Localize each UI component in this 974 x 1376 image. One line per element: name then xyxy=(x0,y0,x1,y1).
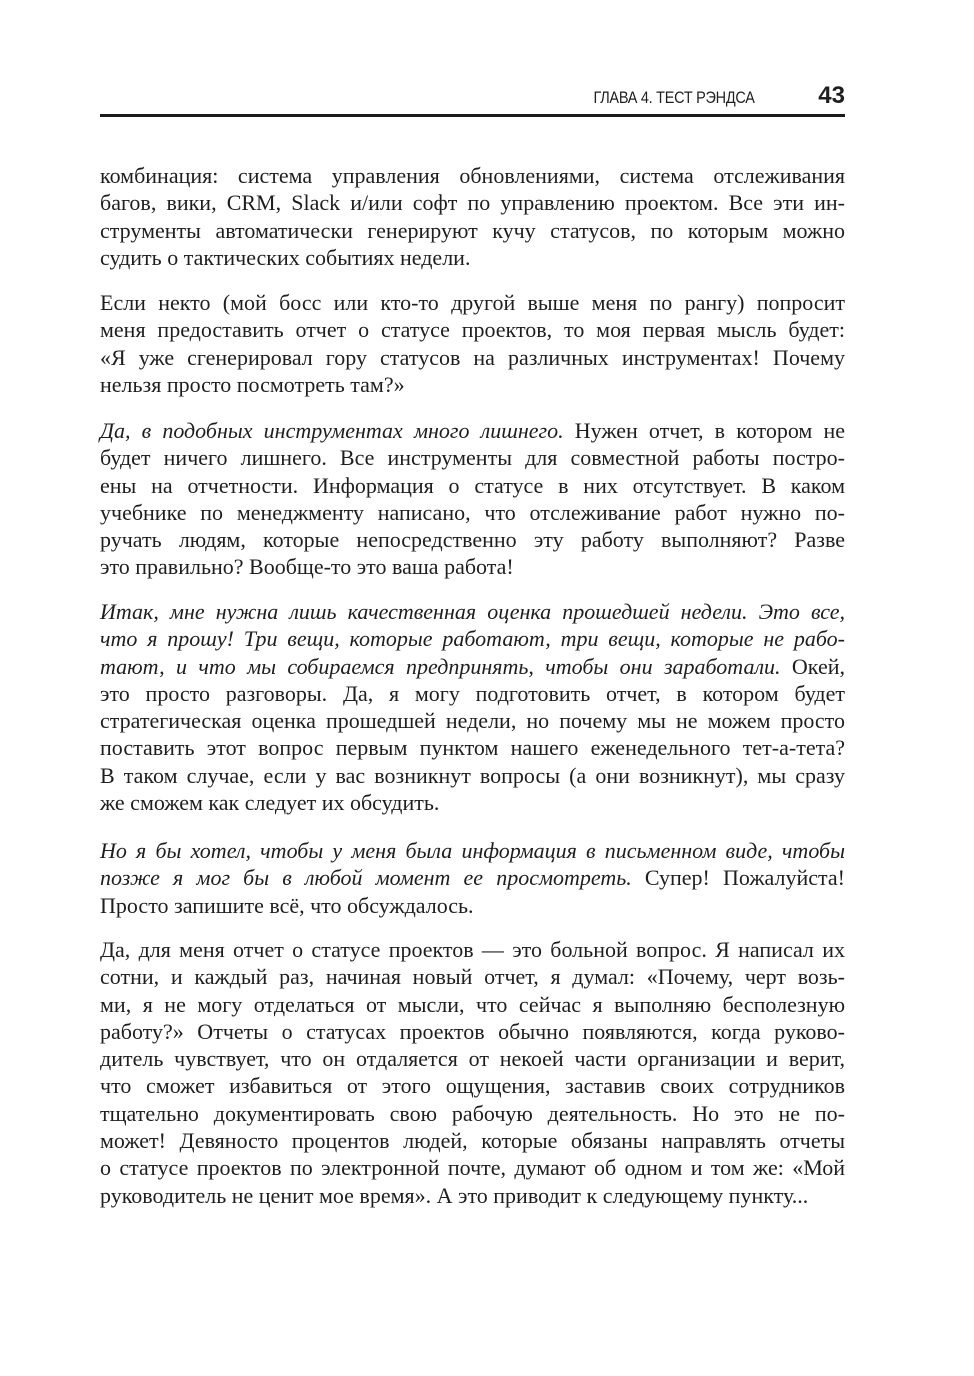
italic-text: позже я мог бы в любой момент ее просмотреть. xyxy=(100,865,632,891)
text-line xyxy=(100,1072,845,1099)
regular-text: В таком случае, если у вас возникнут вопросы (а они возникнут), мы сразу xyxy=(100,762,845,788)
regular-text: Супер! Пожалуйста! xyxy=(631,865,845,891)
text-line xyxy=(100,417,845,444)
text-line xyxy=(100,499,845,526)
text-line xyxy=(100,189,845,216)
text-line xyxy=(100,762,845,789)
regular-text: тщательно документировать свою рабочую деятельность. Но это не по- xyxy=(100,1100,845,1126)
regular-text: Если некто (мой босс или кто-то другой выше меня по рангу) попросит xyxy=(100,290,845,315)
regular-text: струменты автоматически генерируют кучу статусов, по которым можно xyxy=(100,217,845,243)
text-line xyxy=(100,625,845,652)
text-line xyxy=(100,991,845,1018)
text-line xyxy=(100,653,845,680)
regular-text: учебнике по менеджменту написано, что отслеживание работ нужно по- xyxy=(100,499,845,525)
paragraph xyxy=(100,162,845,271)
text-line xyxy=(100,864,845,891)
italic-text: Но я бы хотел, чтобы у меня была информация в письменном виде, чтобы xyxy=(100,838,845,863)
regular-text: комбинация: система управления обновлениями, система отслеживания xyxy=(100,163,845,188)
text-line xyxy=(100,837,845,864)
regular-text: дитель чувствует, что он отдаляется от некоей части организации и верит, xyxy=(100,1046,845,1072)
paragraph xyxy=(100,598,845,816)
paragraph xyxy=(100,417,845,581)
regular-text: же сможем как следует их обсудить. xyxy=(100,790,440,816)
text-line xyxy=(100,680,845,707)
text-line xyxy=(100,371,845,398)
text-line xyxy=(100,1100,845,1127)
regular-text: Просто запишите всё, что обсуждалось. xyxy=(100,892,474,918)
text-line xyxy=(100,963,845,990)
regular-text: Нужен отчет, в котором не xyxy=(563,418,845,443)
text-line xyxy=(100,1018,845,1045)
regular-text: это просто разговоры. Да, я могу подготовить отчет, в котором будет xyxy=(100,680,845,706)
regular-text: руководитель не ценит мое время». А это приводит к следующему пункту... xyxy=(100,1182,809,1208)
text-line xyxy=(100,316,845,343)
regular-text: стратегическая оценка прошедшей недели, но почему мы не можем просто xyxy=(100,708,845,734)
regular-text: может! Девяносто процентов людей, которые обязаны направлять отчеты xyxy=(100,1128,845,1154)
regular-text: поставить этот вопрос первым пунктом нашего еженедельного тет-а-тета? xyxy=(100,735,845,761)
text-line xyxy=(100,707,845,734)
text-line xyxy=(100,217,845,244)
regular-text: нельзя просто посмотреть там?» xyxy=(100,371,405,397)
regular-text: ены на отчетности. Информация о статусе в них отсутствует. В каком xyxy=(100,472,845,498)
text-line xyxy=(100,789,845,816)
italic-text: Итак, мне нужна лишь качественная оценка прошедшей недели. Это все, xyxy=(100,599,845,624)
regular-text: что сможет избавиться от этого ощущения, заставив своих сотрудников xyxy=(100,1073,845,1099)
text-line xyxy=(100,553,845,580)
text-line xyxy=(100,526,845,553)
regular-text: меня предоставить отчет о статусе проектов, то моя первая мысль будет: xyxy=(100,317,845,343)
italic-text: тают, и что мы собираемся предпринять, чтобы они заработали. xyxy=(100,653,781,679)
text-line xyxy=(100,1182,845,1209)
text-line xyxy=(100,344,845,371)
text-line xyxy=(100,444,845,471)
running-title: ГЛАВА 4. ТЕСТ РЭНДСА xyxy=(593,88,755,107)
regular-text: ручать людям, которые непосредственно эту работу выполняют? Разве xyxy=(100,527,845,553)
text-line xyxy=(100,244,845,271)
text-line xyxy=(100,1127,845,1154)
text-line xyxy=(100,1154,845,1181)
text-line xyxy=(100,1045,845,1072)
text-line xyxy=(100,936,845,963)
paragraph xyxy=(100,837,845,919)
text-line xyxy=(100,162,845,189)
page-number: 43 xyxy=(818,82,845,109)
regular-text: судить о тактических событиях недели. xyxy=(100,244,471,270)
text-line xyxy=(100,734,845,761)
italic-text: Да, в подобных инструментах много лишнего. xyxy=(100,418,564,443)
regular-text: Да, для меня отчет о статусе проектов — это больной вопрос. Я написал их xyxy=(100,937,845,962)
regular-text: багов, вики, CRM, Slack и/или софт по управлению проектом. Все эти ин- xyxy=(100,190,845,216)
paragraph xyxy=(100,936,845,1209)
text-line xyxy=(100,472,845,499)
paragraph xyxy=(100,289,845,398)
text-line xyxy=(100,289,845,316)
regular-text: будет ничего лишнего. Все инструменты для совместной работы постро- xyxy=(100,445,845,471)
regular-text: работу?» Отчеты о статусах проектов обычно появляются, когда руково- xyxy=(100,1018,845,1044)
regular-text: о статусе проектов по электронной почте, думают об одном и том же: «Мой xyxy=(100,1155,845,1181)
regular-text: ми, я не могу отделаться от мысли, что сейчас я выполняю бесполезную xyxy=(100,991,845,1017)
text-line xyxy=(100,598,845,625)
italic-text: что я прошу! Три вещи, которые работают, три вещи, которые не рабо- xyxy=(100,626,845,652)
regular-text: «Я уже сгенерировал гору статусов на различных инструментах! Почему xyxy=(100,344,845,370)
regular-text: сотни, и каждый раз, начиная новый отчет, я думал: «Почему, черт возь- xyxy=(100,964,845,990)
regular-text: Окей, xyxy=(780,653,845,679)
text-line xyxy=(100,892,845,919)
regular-text: это правильно? Вообще-то это ваша работа! xyxy=(100,554,514,580)
running-header xyxy=(100,84,845,117)
